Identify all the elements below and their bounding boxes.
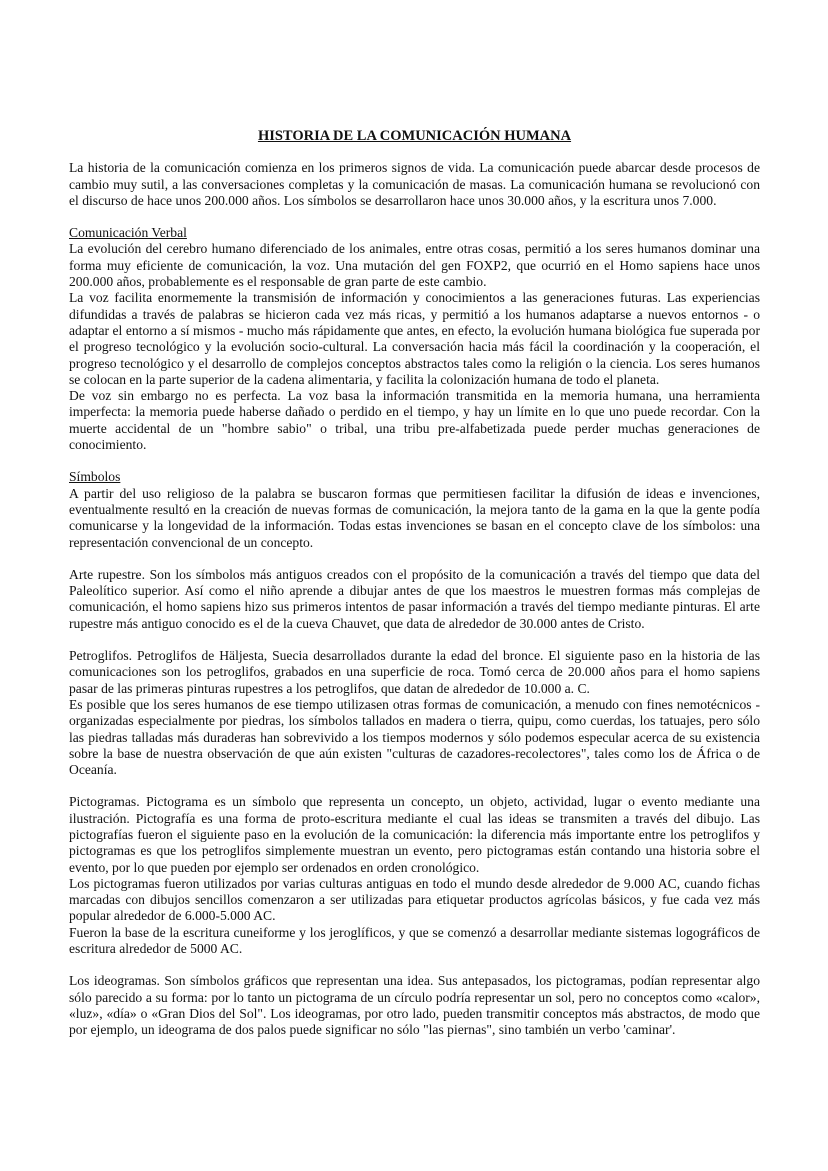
petroglifos-paragraph-1: Petroglifos. Petroglifos de Häljesta, Suecia desarrollados durante la edad del bronce. El siguiente paso en la historia de las comunicaciones son los petroglifos, grabados en una superficie de roca. Tomó cerca de 20.000 años para el homo sapiens pasar de las primeras pinturas rupestres a los petroglifos, que datan de alrededor de 10.000 a. C. [69, 648, 760, 696]
document-title: HISTORIA DE LA COMUNICACIÓN HUMANA [257, 128, 572, 144]
section-simbolos [69, 469, 760, 550]
pictogramas-paragraph-2: Los pictogramas fueron utilizados por varias culturas antiguas en todo el mundo desde alrededor de 9.000 AC, cuando fichas marcadas con dibujos sencillos comenzaron a ser utilizadas para etiquetar productos agrícolas básicos, y fue cada vez más popular alrededor de 6.000-5.000 AC. [69, 875, 760, 924]
section-heading-simbolos: Símbolos [69, 469, 121, 485]
intro-paragraph: La historia de la comunicación comienza en los primeros signos de vida. La comunicación puede abarcar desde procesos de cambio muy sutil, a las conversaciones completas y la comunicación de masas. La comunicación humana se revolucionó con el discurso de hace unos 200.000 años. Los símbolos se desarrollaron hace unos 30.000 años, y la escritura unos 7.000. [69, 160, 760, 208]
verbal-paragraph-3: De voz sin embargo no es perfecta. La voz basa la información transmitida en la memoria humana, una herramienta imperfecta: la memoria puede haberse dañado o perdido en el tiempo, y hay un límite en lo que uno puede recordar. Con la muerte accidental de un "hombre sabio" o tribal, una tribu pre-alfabetizada puede perder muchas generaciones de conocimiento. [69, 388, 760, 453]
pictogramas-paragraph-3: Fueron la base de la escritura cuneiforme y los jeroglíficos, y que se comenzó a desarrollar mediante sistemas logográficos de escritura alrededor de 5000 AC. [69, 924, 760, 957]
pictogramas-paragraph-1: Pictogramas. Pictograma es un símbolo que representa un concepto, un objeto, actividad, lugar o evento mediante una ilustración. Pictografía es una forma de proto-escritura mediante el cual las ideas se transmiten a través del dibujo. Las pictografías fueron el siguiente paso en la evolución de la comunicación: la diferencia más importante entre los petroglifos y pictogramas es que los petroglifos simplemente muestran un evento, pero pictogramas están contando una historia sobre el evento, por lo que pueden por ejemplo ser ordenados en orden cronológico. [69, 794, 760, 875]
arte-paragraph-1: Arte rupestre. Son los símbolos más antiguos creados con el propósito de la comunicación a través del tiempo que data del Paleolítico superior. Así como el niño aprende a dibujar antes de que los maestros le muestren formas más complejas de comunicación, el homo sapiens hizo sus primeros intentos de pasar información a través del tiempo mediante pinturas. El arte rupestre más antiguo conocido es el de la cueva Chauvet, que data de alrededor de 30.000 antes de Cristo. [69, 566, 760, 631]
section-verbal [69, 225, 760, 453]
section-heading-verbal: Comunicación Verbal [69, 225, 187, 241]
ideogramas-paragraph-1: Los ideogramas. Son símbolos gráficos que representan una idea. Sus antepasados, los pictogramas, podían representar algo sólo parecido a su forma: por lo tanto un pictograma de un círculo podría representar un sol, pero no conceptos como «calor», «luz», «día» o «Gran Dios del Sol". Los ideogramas, por otro lado, pueden transmitir conceptos más abstractos, de modo que por ejemplo, un ideograma de dos palos puede significar no sólo "las piernas", sino también un verbo 'caminar'. [69, 973, 760, 1038]
section-ideogramas [69, 973, 760, 1038]
section-petroglifos [69, 648, 760, 778]
verbal-paragraph-2: La voz facilita enormemente la transmisión de información y conocimientos a las generaciones futuras. Las experiencias difundidas a través de palabras se hicieron cada vez más ricas, y permitió a los humanos adaptarse a nuevos entornos - o adaptar el entorno a sí mismos - mucho más rápidamente que antes, en efecto, la evolución humana biológica fue superada por el progreso tecnológico y la evolución socio-cultural. La conversación hacia más fácil la coordinación y la cooperación, el progreso tecnológico y el desarrollo de complejos conceptos abstractos tales como la religión o la ciencia. Los seres humanos se colocan en la parte superior de la cadena alimentaria, y facilita la colonización humana de todo el planeta. [69, 290, 760, 387]
petroglifos-paragraph-2: Es posible que los seres humanos de ese tiempo utilizasen otras formas de comunicación, a menudo con fines nemotécnicos - organizadas especialmente por piedras, los símbolos tallados en madera o tierra, quipu, como cuerdas, los tatuajes, pero sólo las piedras talladas más duraderas han sobrevivido a los tiempos modernos y sólo podemos especular acerca de su existencia sobre la base de nuestra observación de que aún existen "culturas de cazadores-recolectores", tales como los de África o de Oceanía. [69, 696, 760, 778]
document-page [69, 128, 760, 1039]
section-pictogramas [69, 794, 760, 957]
verbal-paragraph-1: La evolución del cerebro humano diferenciado de los animales, entre otras cosas, permitió a los seres humanos dominar una forma muy eficiente de comunicación, la voz. Una mutación del gen FOXP2, que ocurrió en el Homo sapiens hace unos 200.000 años, probablemente es el responsable de gran parte de este cambio. [69, 241, 760, 290]
section-arte-rupestre [69, 567, 760, 632]
simbolos-paragraph-1: A partir del uso religioso de la palabra se buscaron formas que permitiesen facilitar la difusión de ideas e invenciones, eventualmente resultó en la creación de nuevas formas de comunicación, la mejora tanto de la gama en la que la gente podía comunicarse y la longevidad de la información. Todas estas invenciones se basan en el concepto clave de los símbolos: una representación convencional de un concepto. [69, 485, 760, 550]
